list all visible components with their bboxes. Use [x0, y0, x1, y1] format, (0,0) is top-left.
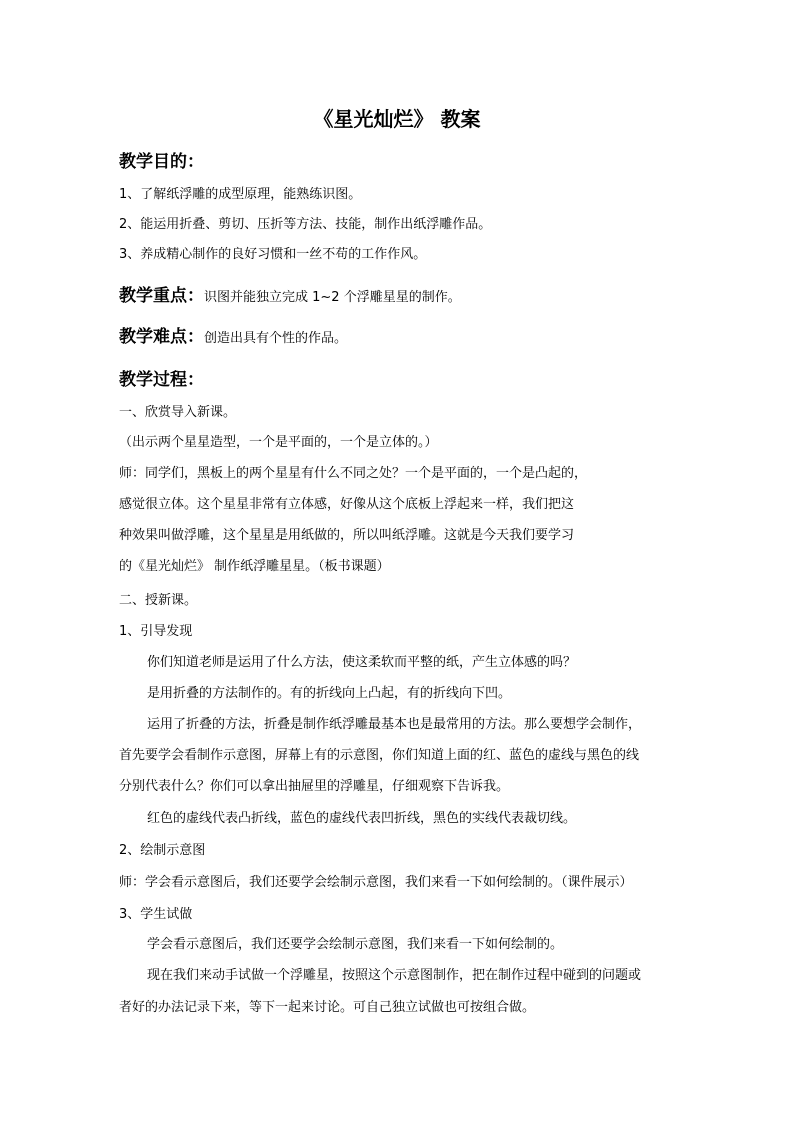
process-line: 运用了折叠的方法，折叠是制作纸浮雕最基本也是最常用的方法。那么要想学会制作，	[147, 717, 642, 732]
process-line: 1、引导发现	[119, 624, 193, 639]
key-points-section	[119, 285, 461, 309]
process-line: 红色的虚线代表凸折线，蓝色的虚线代表凹折线，黑色的实线代表裁切线。	[147, 811, 577, 826]
process-heading: 教学过程：	[119, 370, 204, 390]
process-line: 是用折叠的方法制作的。有的折线向上凸起，有的折线向下凹。	[147, 686, 512, 701]
process-line: 现在我们来动手试做一个浮雕星，按照这个示意图制作，把在制作过程中碰到的问题或	[147, 968, 642, 983]
process-line: 学会看示意图后，我们还要学会绘制示意图，我们来看一下如何绘制的。	[147, 937, 564, 952]
document-title: 《星光灿烂》 教案	[313, 107, 481, 131]
process-line: 首先要学会看制作示意图，屏幕上有的示意图，你们知道上面的红、蓝色的虚线与黑色的线	[119, 748, 640, 763]
objectives-heading: 教学目的：	[119, 152, 204, 172]
process-line: 你们知道老师是运用了什么方法，使这柔软而平整的纸，产生立体感的吗？	[147, 655, 577, 670]
objective-item: 2、能运用折叠、剪切、压折等方法、技能，制作出纸浮雕作品。	[119, 217, 492, 232]
process-line: 分别代表什么？你们可以拿出抽屉里的浮雕星，仔细观察下告诉我。	[119, 779, 510, 794]
process-line: 3、学生试做	[119, 907, 193, 922]
process-line: 感觉很立体。这个星星非常有立体感，好像从这个底板上浮起来一样，我们把这	[119, 497, 575, 512]
process-line: 一、欣赏导入新课。	[119, 405, 237, 420]
process-line: 者好的办法记录下来，等下一起来讨论。可自己独立试做也可按组合做。	[119, 1000, 536, 1015]
process-line: 师：同学们，黑板上的两个星星有什么不同之处？一个是平面的，一个是凸起的，	[119, 466, 588, 481]
difficulties-text: 创造出具有个性的作品。	[204, 331, 348, 346]
key-points-text: 识图并能独立完成 1~2 个浮雕星星的制作。	[204, 290, 461, 305]
difficulties-heading: 教学难点：	[119, 327, 204, 347]
objective-item: 3、养成精心制作的良好习惯和一丝不苟的工作作风。	[119, 247, 427, 262]
process-line: 师：学会看示意图后，我们还要学会绘制示意图，我们来看一下如何绘制的。（课件展示）	[119, 875, 633, 890]
process-line: 2、绘制示意图	[119, 843, 206, 858]
process-line: 种效果叫做浮雕，这个星星是用纸做的，所以叫纸浮雕。这就是今天我们要学习	[119, 528, 575, 543]
process-line: （出示两个星星造型，一个是平面的，一个是立体的。）	[119, 435, 438, 450]
objective-item: 1、了解纸浮雕的成型原理，能熟练识图。	[119, 187, 362, 202]
key-points-heading: 教学重点：	[119, 286, 204, 306]
process-line: 二、授新课。	[119, 593, 198, 608]
difficulties-section	[119, 326, 347, 350]
process-line: 的《星光灿烂》 制作纸浮雕星星。（板书课题）	[119, 559, 390, 574]
